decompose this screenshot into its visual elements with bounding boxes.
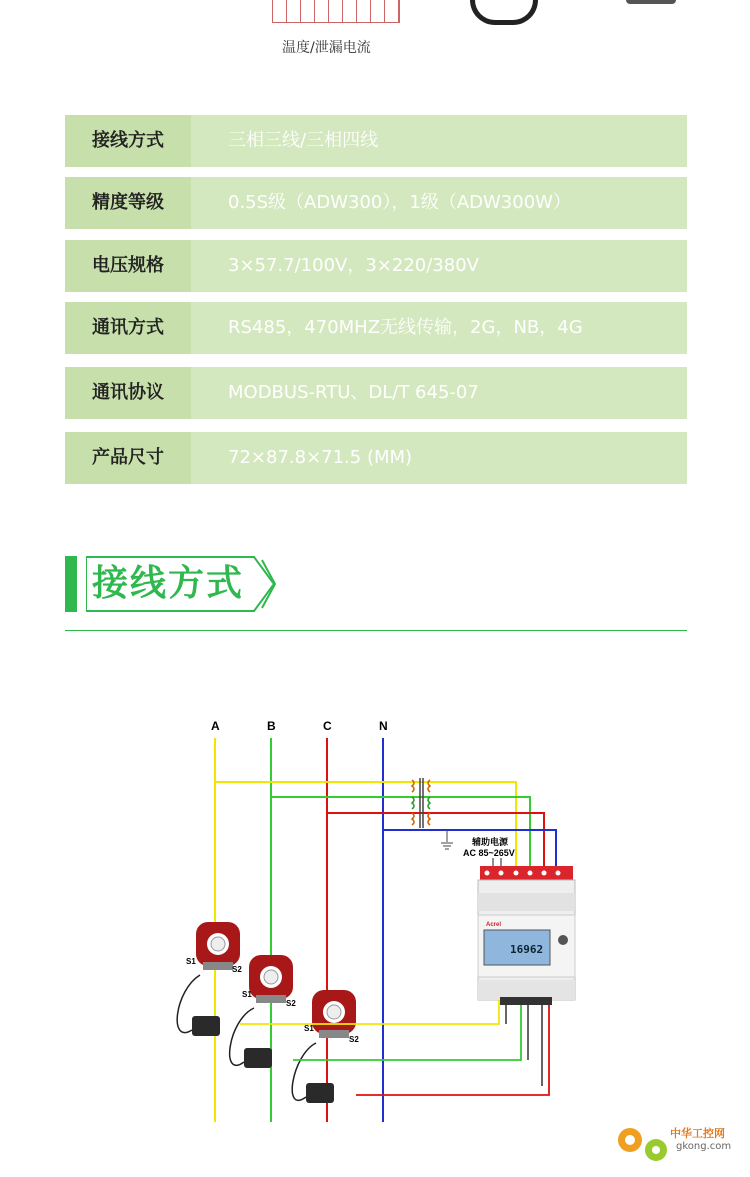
spec-value: 72×87.8×71.5 (MM) xyxy=(228,447,413,468)
tap-c xyxy=(327,813,544,866)
ct-label: S1 xyxy=(186,957,196,966)
spec-key: 接线方式 xyxy=(65,115,191,167)
line-label-c: C xyxy=(323,719,332,733)
spec-key: 通讯协议 xyxy=(65,367,191,419)
current-transformer-c xyxy=(312,990,356,1038)
section-title: 接线方式 xyxy=(92,563,245,604)
spec-key: 产品尺寸 xyxy=(65,432,191,484)
wiring-diagram xyxy=(150,700,600,1130)
section-accent-bar xyxy=(65,556,77,612)
spec-row xyxy=(65,302,687,354)
product-caption: 温度/泄漏电流 xyxy=(282,40,371,56)
spec-value: RS485，470MHZ无线传输，2G，NB，4G xyxy=(228,317,583,338)
spec-value: 三相三线/三相四线 xyxy=(228,130,379,151)
ct-label: S2 xyxy=(349,1035,359,1044)
watermark-url: gkong.com xyxy=(676,1141,732,1152)
spec-key: 电压规格 xyxy=(65,240,191,292)
cable-image xyxy=(470,0,538,25)
ct-wire-red xyxy=(356,1005,549,1095)
line-label-a: A xyxy=(211,719,220,733)
aux-power-range: AC 85~265V xyxy=(463,848,515,858)
ct-label: S1 xyxy=(242,990,252,999)
spec-row xyxy=(65,240,687,292)
cable-image-2 xyxy=(626,0,676,4)
spec-row xyxy=(65,177,687,229)
ct-label: S2 xyxy=(286,999,296,1008)
spec-key: 通讯方式 xyxy=(65,302,191,354)
ground-icon xyxy=(441,843,453,849)
spec-row xyxy=(65,115,687,167)
aux-power-title: 辅助电源 xyxy=(472,838,509,848)
line-label-n: N xyxy=(379,719,388,733)
spec-value: MODBUS-RTU、DL/T 645-07 xyxy=(228,382,479,403)
ct-label: S2 xyxy=(232,965,242,974)
spec-key: 精度等级 xyxy=(65,177,191,229)
sensor-strip-image xyxy=(272,0,400,23)
watermark-name: 中华工控网 xyxy=(670,1127,725,1140)
ct-wire-yellow xyxy=(240,1000,499,1024)
current-transformer-a xyxy=(196,922,240,970)
energy-meter xyxy=(478,866,575,1005)
spec-value: 0.5S级（ADW300），1级（ADW300W） xyxy=(228,192,571,213)
spec-row xyxy=(65,367,687,419)
meter-display-value: 16962 xyxy=(510,943,544,956)
spec-value: 3×57.7/100V，3×220/380V xyxy=(228,255,479,276)
ct-label: S1 xyxy=(304,1024,314,1033)
spec-row xyxy=(65,432,687,484)
voltage-transformer xyxy=(412,778,430,828)
section-divider xyxy=(65,630,687,631)
line-label-b: B xyxy=(267,719,276,733)
current-transformer-b xyxy=(249,955,293,1003)
meter-brand: Acrel xyxy=(486,922,502,928)
